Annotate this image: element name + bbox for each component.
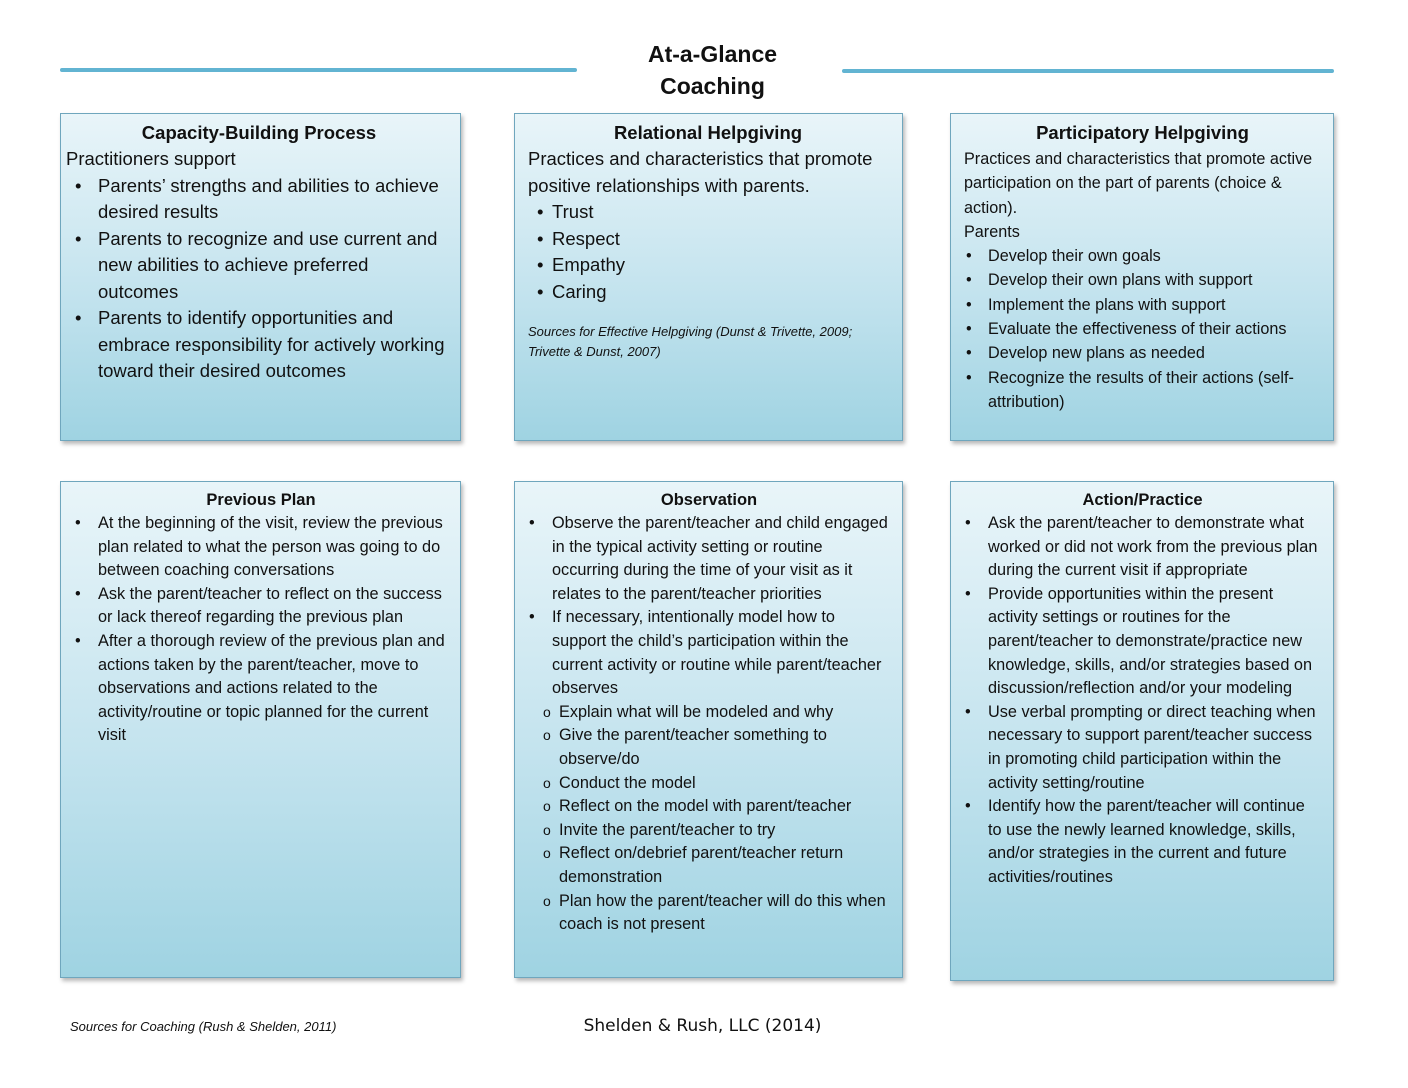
sub-list-item: o Explain what will be modeled and why (528, 701, 890, 725)
relational-helpgiving-box (514, 113, 903, 441)
capacity-building-intro: Practitioners support (66, 148, 236, 169)
list-item: • Parents to recognize and use current and new abilities to achieve preferred outcomes (66, 226, 452, 306)
list-item: • Recognize the results of their actions (self-attribution) (964, 366, 1321, 415)
list-item: • Provide opportunities within the present activity settings or routines for the parent/teacher to demonstrate/practice new knowledge, skills, and/or strategies based on discussion/reflection and/or your modeling (964, 583, 1321, 701)
list-item: • After a thorough review of the previous plan and actions taken by the parent/teacher, move to observations and actions related to the activity/routine or topic planned for the current visit (74, 630, 448, 748)
sub-list-item: o Invite the parent/teacher to try (528, 819, 890, 843)
sub-list-item: o Conduct the model (528, 772, 890, 796)
list-item: • Develop their own plans with support (964, 268, 1321, 292)
page-title-line2: Coaching (660, 73, 765, 99)
list-item: • Develop their own goals (964, 244, 1321, 268)
list-item: • Parents’ strengths and abilities to achieve desired results (66, 173, 452, 226)
list-item: • Evaluate the effectiveness of their actions (964, 317, 1321, 341)
observation-sublist (528, 701, 890, 937)
list-item: • Use verbal prompting or direct teaching when necessary to support parent/teacher success in promoting child participation within the activity setting/routine (964, 701, 1321, 795)
participatory-helpgiving-heading: Participatory Helpgiving (1036, 122, 1249, 143)
list-item: • If necessary, intentionally model how to support the child’s participation within the current activity or routine while parent/teacher observes (528, 606, 890, 700)
list-item: • Caring (528, 279, 888, 306)
list-item: • Observe the parent/teacher and child engaged in the typical activity setting or routine occurring during the time of your visit as it relates to the parent/teacher priorities (528, 512, 890, 606)
observation-list (528, 512, 890, 701)
participatory-helpgiving-box (950, 113, 1334, 441)
sub-list-item: o Reflect on/debrief parent/teacher return demonstration (528, 842, 890, 889)
action-practice-list (964, 512, 1321, 890)
relational-helpgiving-intro: Practices and characteristics that promote positive relationships with parents. (528, 148, 873, 196)
capacity-building-box (60, 113, 461, 441)
list-item: • Ask the parent/teacher to demonstrate what worked or did not work from the previous plan during the current visit if appropriate (964, 512, 1321, 583)
page-title (580, 38, 845, 102)
participatory-helpgiving-subhead: Parents (964, 222, 1020, 241)
list-item: • Ask the parent/teacher to reflect on the success or lack thereof regarding the previous plan (74, 583, 448, 630)
list-item: • Respect (528, 226, 888, 253)
list-item: • Identify how the parent/teacher will continue to use the newly learned knowledge, skills, and/or strategies in the current and future activities/routines (964, 795, 1321, 889)
previous-plan-list (74, 512, 448, 748)
page-title-line1: At-a-Glance (647, 41, 778, 67)
sub-list-item: o Plan how the parent/teacher will do this when coach is not present (528, 890, 890, 937)
header-rule-right (842, 69, 1334, 73)
header-rule-left (60, 68, 577, 72)
participatory-helpgiving-list (964, 244, 1321, 414)
sub-list-item: o Give the parent/teacher something to observe/do (528, 724, 890, 771)
previous-plan-box (60, 481, 461, 978)
previous-plan-heading: Previous Plan (206, 491, 316, 509)
list-item: • Trust (528, 199, 888, 226)
relational-helpgiving-source: Sources for Effective Helpgiving (Dunst & Trivette, 2009; Trivette & Dunst, 2007) (528, 324, 853, 359)
list-item: • Implement the plans with support (964, 293, 1321, 317)
sub-list-item: o Reflect on the model with parent/teacher (528, 795, 890, 819)
action-practice-box (950, 481, 1334, 981)
list-item: • Empathy (528, 252, 888, 279)
list-item: • Develop new plans as needed (964, 341, 1321, 365)
list-item: • Parents to identify opportunities and embrace responsibility for actively working toward their desired outcomes (66, 305, 452, 385)
participatory-helpgiving-intro: Practices and characteristics that promote active participation on the part of parents (choice & action). (964, 150, 1313, 217)
capacity-building-heading: Capacity-Building Process (141, 122, 377, 143)
coaching-sources: Sources for Coaching (Rush & Shelden, 2011) (70, 1019, 337, 1034)
observation-box (514, 481, 903, 978)
capacity-building-list (66, 173, 452, 385)
copyright-notice: Shelden & Rush, LLC (2014) (583, 1016, 822, 1036)
action-practice-heading: Action/Practice (1082, 491, 1203, 509)
observation-heading: Observation (660, 491, 758, 509)
relational-helpgiving-heading: Relational Helpgiving (613, 122, 803, 143)
list-item: • At the beginning of the visit, review the previous plan related to what the person was going to do between coaching conversations (74, 512, 448, 583)
relational-helpgiving-list (528, 199, 888, 305)
